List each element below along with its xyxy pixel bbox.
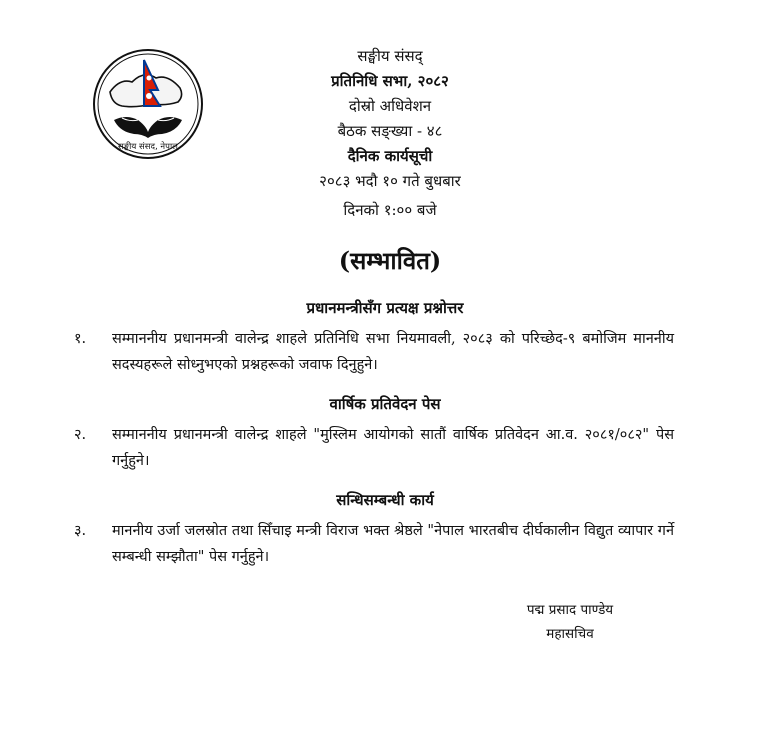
agenda-item-3 (74, 518, 674, 570)
agenda-item-2 (74, 422, 674, 474)
agenda-item-text: सम्माननीय प्रधानमन्त्री वालेन्द्र शाहले "मुस्लिम आयोगको सातौं वार्षिक प्रतिवेदन आ.व. २०८१/०८२" पेस गर्नुहुने। (112, 427, 674, 469)
document-header (230, 44, 550, 223)
agenda-item-text: सम्माननीय प्रधानमन्त्री वालेन्द्र शाहले प्रतिनिधि सभा नियमावली, २०८३ को परिच्छेद-९ बमोजिम माननीय सदस्यहरूले सोध्नुभएको प्रश्नहरूको जवाफ दिनुहुने। (112, 331, 674, 373)
agenda-item-1 (74, 326, 674, 378)
header-agenda-title: दैनिक कार्यसूची (347, 147, 433, 165)
parliament-logo (92, 48, 204, 160)
header-assembly: सङ्घीय संसद् (357, 47, 423, 65)
section-title-annual-report: वार्षिक प्रतिवेदन पेस (329, 395, 441, 413)
signatory-name: पद्म प्रसाद पाण्डेय (526, 602, 614, 618)
parliament-emblem-icon (92, 48, 204, 160)
agenda-item-number: ३. (74, 523, 87, 539)
header-time: दिनको १:०० बजे (343, 201, 437, 219)
probable-label: (सम्भावित) (338, 246, 442, 275)
header-meeting-number: बैठक सङ्ख्या - ४८ (337, 122, 443, 140)
section-title-question-answer: प्रधानमन्त्रीसँग प्रत्यक्ष प्रश्नोत्तर (306, 299, 464, 317)
agenda-item-number: १. (74, 331, 87, 347)
signatory-title: महासचिव (546, 626, 594, 642)
agenda-item-text: माननीय उर्जा जलस्रोत तथा सिँचाइ मन्त्री विराज भक्त श्रेष्ठले "नेपाल भारतबीच दीर्घकालीन विद्युत व्यापार गर्ने सम्बन्धी सम्झौता" पेस गर्नुहुने। (112, 523, 674, 565)
logo-caption: सङ्घीय संसद, नेपाल (118, 142, 178, 152)
header-date: २०८३ भदौ १० गते बुधबार (319, 172, 461, 190)
header-session: दोस्रो अधिवेशन (348, 97, 432, 115)
header-house: प्रतिनिधि सभा, २०८२ (331, 72, 449, 90)
section-title-treaty: सन्धिसम्बन्धी कार्य (336, 491, 434, 509)
agenda-item-number: २. (74, 427, 87, 443)
signature-block (500, 598, 640, 646)
